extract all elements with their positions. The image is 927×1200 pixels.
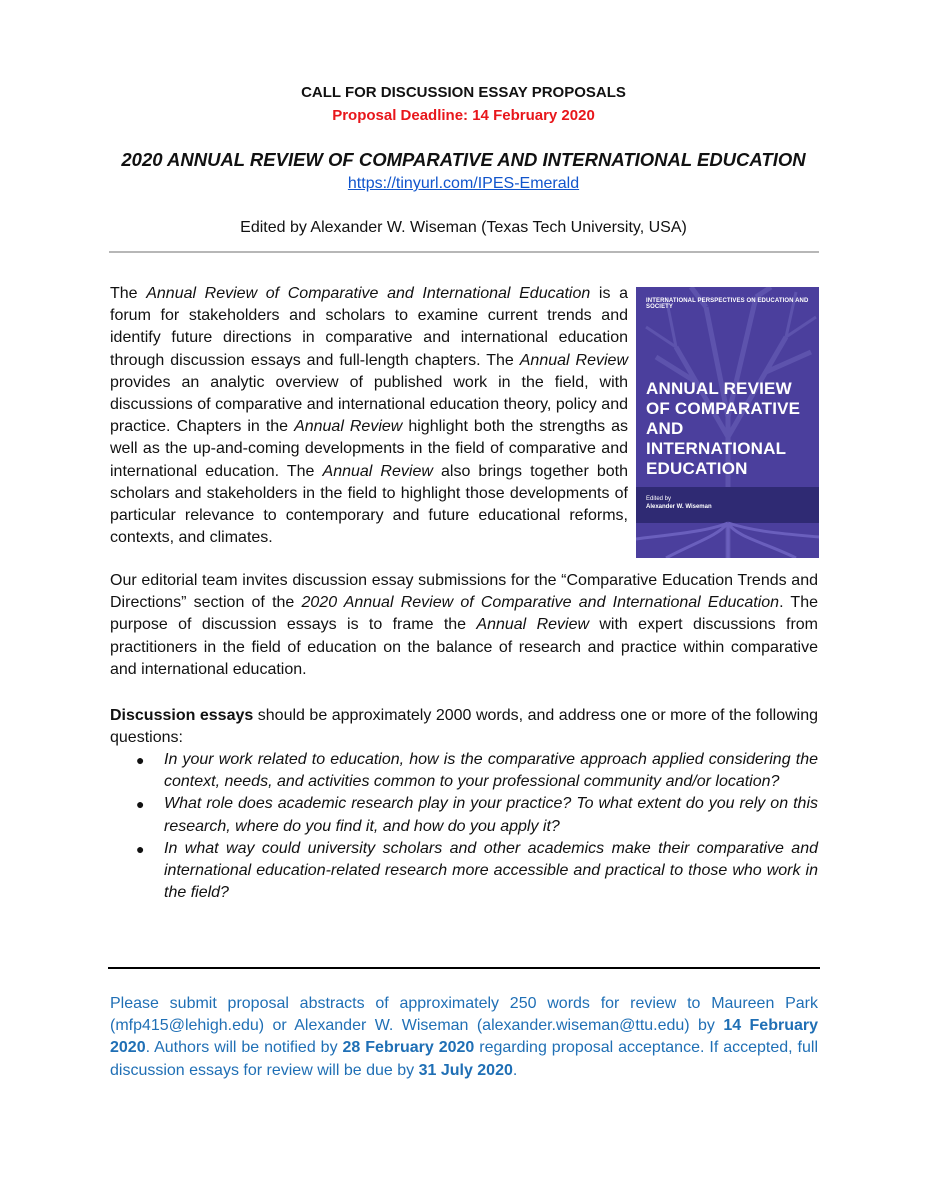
cover-title-line-2: OF COMPARATIVE [646, 399, 801, 418]
essays-paragraph [110, 705, 818, 749]
cover-editor: Alexander W. Wiseman [646, 504, 712, 510]
invite-italic-1: Annual Review [476, 616, 590, 634]
intro-italic-2: Annual Review [294, 418, 403, 436]
intro-text-3: provides an analytic overview of published work in the field, with discussions of comparative and international education theory, policy and practice. Chapters in the [110, 373, 628, 436]
call-title: CALL FOR DISCUSSION ESSAY PROPOSALS [301, 84, 626, 101]
editor-line: Edited by Alexander W. Wiseman (Texas Tech University, USA) [240, 219, 687, 236]
submit-text-1: Please submit proposal abstracts of approximately 250 words for review to Maureen Park (mfp415@lehigh.edu) or Alexander W. Wiseman (alexander.wiseman@ttu.edu) by [110, 995, 818, 1035]
top-divider [109, 251, 819, 253]
list-item [110, 838, 818, 905]
cover-title-line-1: ANNUAL REVIEW [646, 379, 792, 398]
submit-text-3: regarding proposal acceptance. If accepted, full discussion essays for review will be due by [110, 1039, 818, 1079]
bullet-icon: ● [136, 752, 145, 768]
submit-text-2: . Authors will be notified by [145, 1039, 343, 1057]
list-item [110, 749, 818, 793]
question-text: In what way could university scholars and other academics make their comparative and international education-related research more accessible and practical to those who work in the field? [164, 839, 818, 902]
submit-text-4: . [512, 1061, 518, 1079]
submit-paragraph [110, 993, 818, 1082]
intro-italic-title: Annual Review of Comparative and International Education [146, 285, 591, 302]
intro-text-1: The [110, 285, 147, 302]
invite-text-1: Our editorial team invites discussion essay submissions for the “Comparative Education Trends and Directions” section of the [110, 572, 818, 612]
intro-text-5: also brings together both scholars and stakeholders in the field to highlight those developments of particular relevance to contemporary and future educational reforms, contexts, and climates. [110, 462, 629, 547]
bullet-icon: ● [136, 840, 145, 857]
cover-title [646, 379, 816, 479]
intro-italic-3: Annual Review [322, 462, 433, 480]
proposal-deadline: Proposal Deadline: 14 February 2020 [332, 107, 595, 124]
intro-paragraph [110, 283, 628, 549]
invite-italic-title: 2020 Annual Review of Comparative and International Education [301, 594, 780, 612]
invite-text-3: with expert discussions from practitioners in the field of education on the balance of research and practice within comparative and international education. [110, 616, 819, 678]
essays-bold: Discussion essays [110, 707, 254, 724]
review-title: 2020 ANNUAL REVIEW OF COMPARATIVE AND INTERNATIONAL EDUCATION [121, 149, 806, 170]
invite-paragraph [110, 570, 818, 681]
cover-title-line-4: EDUCATION [646, 459, 748, 478]
bullet-icon: ● [136, 796, 145, 813]
list-item [110, 793, 818, 837]
intro-text-2: is a forum for stakeholders and scholars to examine current trends and identify future directions in comparative and international education through discussion essays and full-length chapters. The [110, 285, 629, 369]
submit-date-2: 28 February 2020 [342, 1039, 475, 1057]
cover-series: INTERNATIONAL PERSPECTIVES ON EDUCATION AND SOCIETY [646, 298, 809, 310]
submit-date-3: 31 July 2020 [418, 1061, 513, 1079]
submit-date-1: 14 February 2020 [110, 1017, 818, 1057]
cover-edited-by: Edited by [646, 496, 672, 502]
question-list [110, 749, 818, 904]
intro-text-4: highlight both the strengths as well as the up-and-coming developments in the field of comparative and international education. The [110, 418, 628, 480]
ipes-link-text[interactable]: https://tinyurl.com/IPES-Emerald [347, 175, 580, 192]
invite-text-2: . The purpose of discussion essays is to frame the [110, 594, 818, 634]
book-cover [636, 287, 819, 558]
question-text: In your work related to education, how is the comparative approach applied considering the context, needs, and activities common to your professional community and/or location? [164, 751, 818, 791]
cover-title-line-3: AND INTERNATIONAL [646, 419, 787, 458]
ipes-link[interactable] [0, 175, 927, 193]
essays-text: should be approximately 2000 words, and address one or more of the following questions: [110, 707, 818, 747]
bottom-divider [108, 967, 820, 969]
question-text: What role does academic research play in your practice? To what extent do you rely on this research, where do you find it, and how do you apply it? [164, 795, 818, 835]
intro-italic-1: Annual Review [519, 351, 629, 369]
